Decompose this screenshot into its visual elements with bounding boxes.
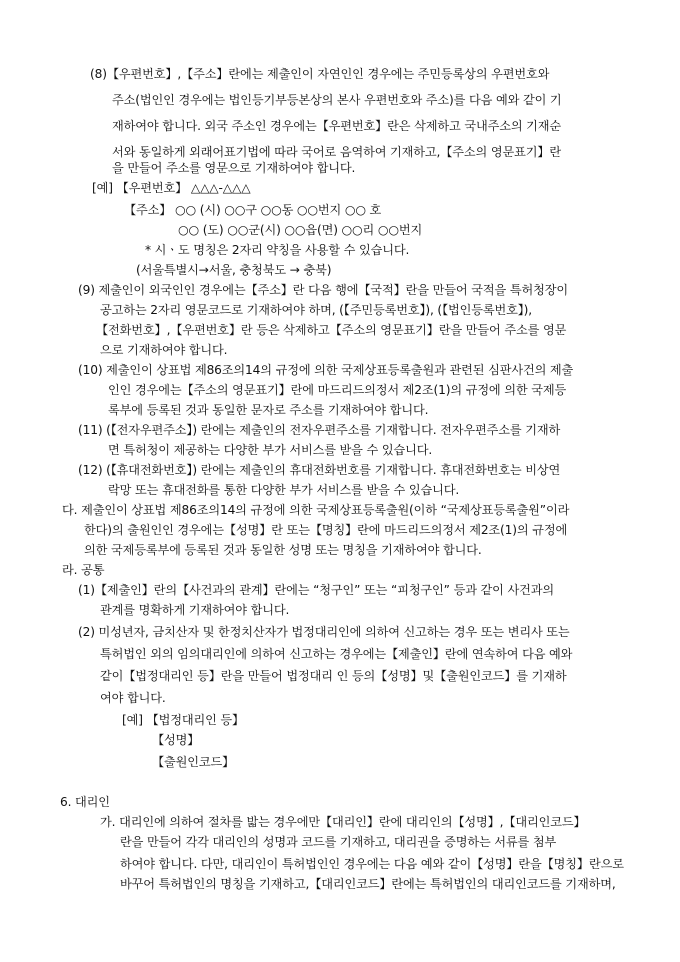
text-line: 으로 기재하여야 합니다. bbox=[100, 343, 228, 357]
example-label: [예] 【우편번호】 △△△-△△△ bbox=[92, 181, 251, 195]
text-line: 한다)의 출원인인 경우에는【성명】란 또는【명칭】란에 마드리드의정서 제2조(1)의 규정에 bbox=[84, 523, 568, 537]
section-heading: 라. 공통 bbox=[62, 563, 105, 577]
example-label: [예] 【법정대리인 등】 bbox=[122, 713, 245, 727]
text-line: 면 특허청이 제공하는 다양한 부가 서비스를 받을 수 있습니다. bbox=[108, 443, 433, 457]
text-line: (서울특별시→서울, 충청북도 → 충북) bbox=[136, 263, 332, 277]
text-line: 다. 제출인이 상표법 제86조의14의 규정에 의한 국제상표등록출원(이하 “국제상표등록출원”이라 bbox=[62, 503, 570, 517]
text-line: 록부에 등록된 것과 동일한 문자로 주소를 기재하여야 합니다. bbox=[108, 403, 429, 417]
text-line: (12) (【휴대전화번호】) 란에는 제출인의 휴대전화번호를 기재합니다. 휴대전화번호는 비상연 bbox=[78, 463, 561, 477]
text-line: 하여야 합니다. 다만, 대리인이 특허법인인 경우에는 다음 예와 같이【성명】란을【명칭】란으로 bbox=[120, 857, 624, 871]
text-line: 【주소】 ○○ (시) ○○구 ○○동 ○○번지 ○○ 호 bbox=[124, 203, 382, 217]
text-line: 주소(법인인 경우에는 법인등기부등본상의 본사 우편번호와 주소)를 다음 예와 같이 기 bbox=[112, 93, 562, 107]
text-line: 재하여야 합니다. 외국 주소인 경우에는【우편번호】란은 삭제하고 국내주소의 기재순 bbox=[112, 119, 562, 133]
section-heading: 6. 대리인 bbox=[60, 795, 110, 809]
text-line: 서와 동일하게 외래어표기법에 따라 국어로 음역하여 기재하고,【주소의 영문표기】란 bbox=[112, 145, 562, 159]
text-line: 가. 대리인에 의하여 절차를 밟는 경우에만【대리인】란에 대리인의【성명】,【대리인코드】 bbox=[100, 815, 586, 829]
text-line: (9) 제출인이 외국인인 경우에는【주소】란 다음 행에【국적】란을 만들어 국적을 특허청장이 bbox=[78, 283, 568, 297]
text-line: (1)【제출인】란의【사건과의 관계】란에는 “청구인” 또는 “피청구인” 등과 같이 사건과의 bbox=[78, 583, 555, 597]
text-line: 인인 경우에는【주소의 영문표기】란에 마드리드의정서 제2조(1)의 규정에 의한 국제등 bbox=[108, 383, 567, 397]
text-line: (8)【우편번호】,【주소】란에는 제출인이 자연인인 경우에는 주민등록상의 우편번호와 bbox=[90, 67, 550, 81]
text-line: * 시ㆍ도 명칭은 2자리 약칭을 사용할 수 있습니다. bbox=[145, 243, 410, 257]
text-line: 특허법인 외의 임의대리인에 의하여 신고하는 경우에는【제출인】란에 연속하여 다음 예와 bbox=[100, 647, 573, 661]
text-line: 란을 만들어 각각 대리인의 성명과 코드를 기재하고, 대리권을 증명하는 서류를 첨부 bbox=[120, 835, 557, 849]
text-line: (10) 제출인이 상표법 제86조의14의 규정에 의한 국제상표등록출원과 관련된 심판사건의 제출 bbox=[78, 363, 574, 377]
text-line: 【성명】 bbox=[152, 733, 200, 747]
text-line: 여야 합니다. bbox=[100, 691, 166, 705]
text-line: 바꾸어 특허법인의 명칭을 기재하고,【대리인코드】란에는 특허법인의 대리인코드를 기재하며, bbox=[120, 877, 616, 891]
text-line: ○○ (도) ○○군(시) ○○읍(면) ○○리 ○○번지 bbox=[178, 223, 423, 237]
text-line: 【출원인코드】 bbox=[152, 755, 235, 769]
text-line: 공고하는 2자리 영문코드로 기재하여야 하며, (【주민등록번호】), (【법인등록번호】), bbox=[100, 303, 532, 317]
text-line: (11) (【전자우편주소】) 란에는 제출인의 전자우편주소를 기재합니다. 전자우편주소를 기재하 bbox=[78, 423, 561, 437]
text-line: 의한 국제등록부에 등록된 것과 동일한 성명 또는 명칭을 기재하여야 합니다. bbox=[84, 543, 482, 557]
text-line: 을 만들어 주소를 영문으로 기재하여야 합니다. bbox=[112, 161, 356, 175]
text-line: 락망 또는 휴대전화를 통한 다양한 부가 서비스를 받을 수 있습니다. bbox=[108, 483, 460, 497]
text-line: 같이【법정대리인 등】란을 만들어 법정대리 인 등의【성명】및【출원인코드】를 기재하 bbox=[100, 669, 567, 683]
text-line: 관계를 명확하게 기재하여야 합니다. bbox=[100, 603, 290, 617]
text-line: 【전화번호】,【우편번호】란 등은 삭제하고【주소의 영문표기】란을 만들어 주소를 영문 bbox=[96, 323, 567, 337]
text-line: (2) 미성년자, 금치산자 및 한정치산자가 법정대리인에 의하여 신고하는 경우 또는 변리사 또는 bbox=[78, 625, 570, 639]
